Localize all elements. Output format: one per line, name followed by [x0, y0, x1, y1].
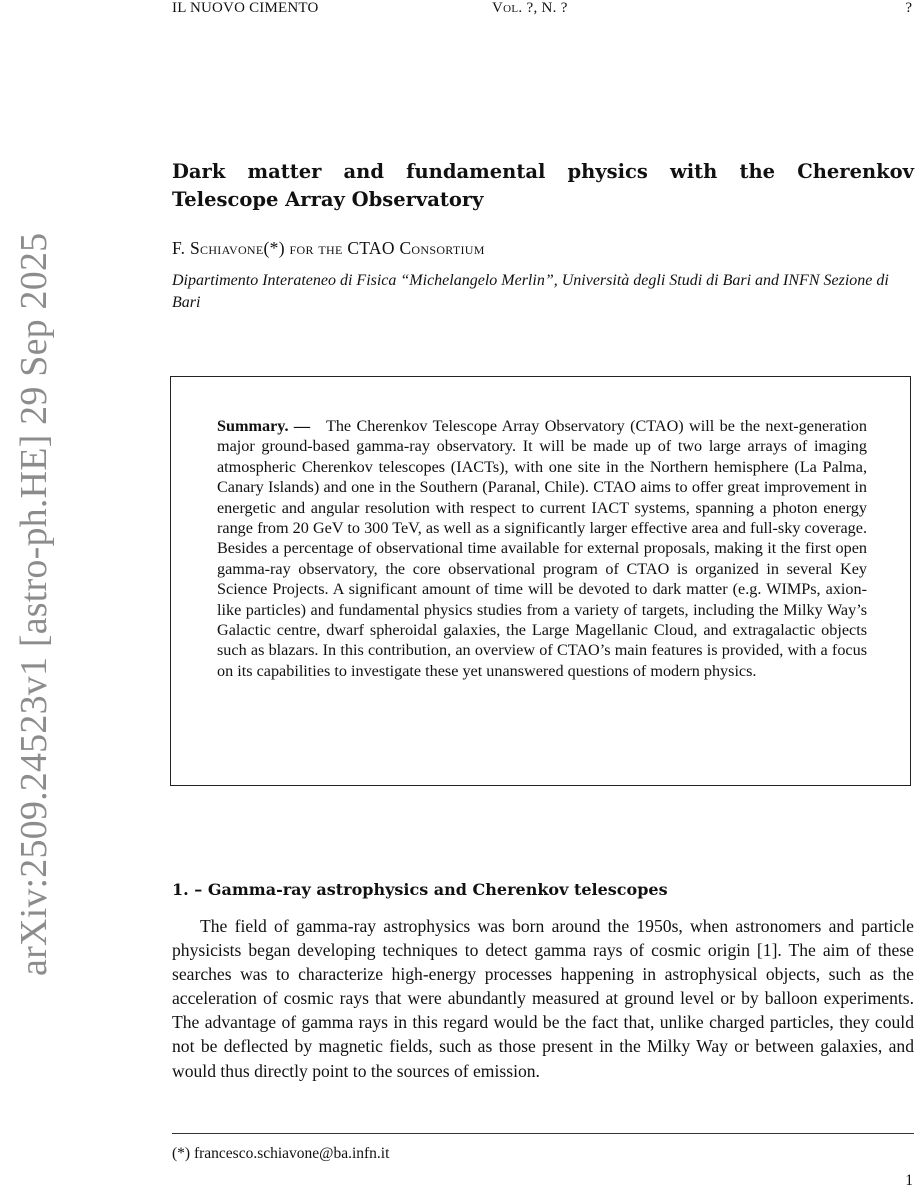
summary-body: The Cherenkov Telescope Array Observatory (CTAO) will be the next-generation major ground-based gamma-ray observatory. It will be made up of two large arrays of imaging atmospheric Cherenkov telescopes (IACTs), with one site in the Northern hemisphere (La Palma, Canary Islands) and one in the Southern (Paranal, Chile). CTAO aims to offer great improvement in energetic and angular resolution with respect to current IACT systems, spanning a photon energy range from 20 GeV to 300 TeV, as well as a significantly larger effective area and full-sky coverage. Besides a percentage of observational time available for external proposals, making it the first open gamma-ray observatory, the core observational program of CTAO is organized in several Key Science Projects. A significant amount of time will be devoted to dark matter (e.g. WIMPs, axion-like particles) and fundamental physics studies from a variety of targets, including the Milky Way’s Galactic centre, dwarf spheroidal galaxies, the Large Magellanic Cloud, and extragalactic objects such as blazars. In this contribution, an overview of CTAO’s main features is provided, with a focus on its capabilities to investigate these yet unanswered questions of modern physics. [217, 417, 867, 680]
arxiv-identifier-stamp: arXiv:2509.24523v1 [astro-ph.HE] 29 Sep 2025 [13, 232, 55, 976]
journal-name: IL NUOVO CIMENTO [172, 0, 319, 16]
summary-label: Summary. — [217, 417, 311, 435]
header-page-number: ? [905, 0, 912, 16]
footnote-email: (*) francesco.schiavone@ba.infn.it [172, 1145, 390, 1162]
volume-number: Vol. ?, N. ? [492, 0, 568, 16]
page-number: 1 [905, 1172, 913, 1189]
author-affiliation: Dipartimento Interateneo di Fisica “Michelangelo Merlin”, Università degli Studi di Bari and INFN Sezione di Bari [172, 272, 889, 311]
author-line: F. Schiavone(*) for the CTAO Consortium [172, 238, 485, 258]
footnote-rule [172, 1133, 914, 1134]
paper-title: Dark matter and fundamental physics with the Cherenkov Telescope Array Observatory [172, 160, 914, 211]
running-header [172, 0, 912, 19]
section-paragraph: The field of gamma-ray astrophysics was born around the 1950s, when astronomers and particle physicists began developing techniques to detect gamma rays of cosmic origin [1]. The aim of these searches was to characterize high-energy processes happening in astrophysical objects, such as the acceleration of cosmic rays that were abundantly measured at ground level or by balloon experiments. The advantage of gamma rays in this regard would be the fact that, unlike charged particles, they could not be deflected by magnetic fields, such as those present in the Milky Way or between galaxies, and would thus directly point to the sources of emission. [172, 916, 914, 1081]
section-heading: 1. – Gamma-ray astrophysics and Cherenkov telescopes [172, 880, 668, 899]
summary-abstract [217, 416, 867, 681]
